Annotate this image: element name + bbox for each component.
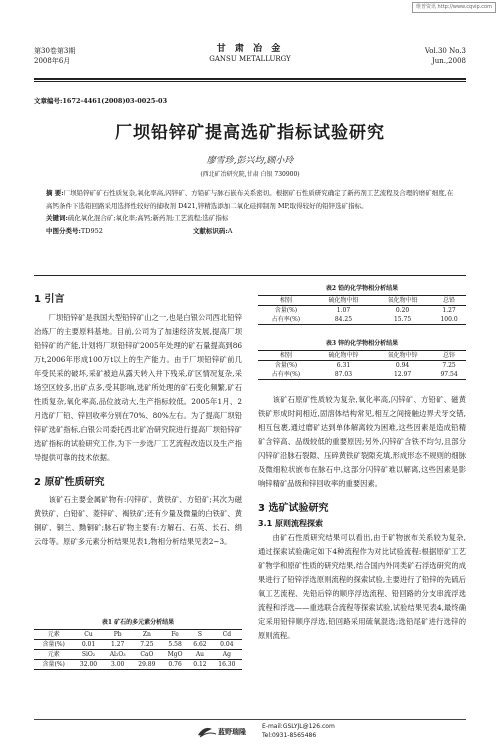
table-cell: Pb [104,630,132,640]
table-cell: 100.0 [432,315,466,325]
table-cell: SiO₂ [81,651,96,658]
table-cell: Cd [212,630,242,640]
section-3-title: 3 选矿试验研究 [258,503,329,514]
keywords-label: 关键词: [46,214,68,222]
table-2-grid [258,295,466,325]
table-cell: 含量(%) [42,641,65,648]
table-3-caption: 表3 锌的化学物相分析结果 [325,340,399,347]
table-cell: 元素 [47,651,60,658]
table-1-grid [34,629,242,670]
table-cell: S [188,630,212,640]
contact-tel: Tel:0931-8565486 [262,732,317,739]
table-cell: Fe [162,630,188,640]
table-header-cell: 总铅 [432,296,466,306]
table-cell: 含量(%) [274,362,298,369]
table-cell: 0.94 [395,362,410,369]
issue-date-en: Jun.,2008 [431,57,466,65]
table-header-cell: 硫化物中铅 [314,296,373,306]
volume-issue-en: Vol.30 No.3 [424,47,466,55]
logo-icon [196,723,256,739]
section-3-1-title: 3.1 原则流程探索 [258,519,323,528]
table-header-cell: 相别 [258,296,314,306]
table-cell: Al₂O₃ [109,651,126,658]
table-header-cell: 相别 [258,351,314,361]
table-cell: 1.27 [111,641,125,648]
table-3-grid [258,350,466,380]
volume-issue: 第30卷第3期 [34,47,76,55]
table-cell: 0.01 [81,641,96,648]
contact-email: E-mail:GSLYJL@126.com [262,723,335,730]
section-3-1-paragraph: 由矿石性质研究结果可以看出,由于矿物嵌布关系较为复杂,通过探索试验确定如下4种流程作为对比试验流程:根据原矿工艺矿物学和原矿性质的研究结果,结合国内外同类矿石浮选研究的成果进行了铅锌浮选原则流程的探索试验,主要进行了铅锌的先硫后氧工艺流程、先铅后锌的顺序浮选流程、铅回路的分支串流浮选流程和浮选——重选联合流程等探索试验,试验结果见表4,最终确定采用铅锌顺序浮选,铅回路采用硫氧混选;选铅尾矿进行选锌的原则流程。 [258,533,466,640]
table-cell: Zn [132,630,162,640]
journal-volume-en [425,46,466,66]
table-cell: Au [195,651,205,658]
table-cell: 97.54 [432,370,466,380]
table-header-cell: 硫化物中锌 [314,351,373,361]
abstract-block [46,187,456,237]
table-cell: MgO [167,651,183,658]
left-column [34,286,242,549]
table-cell: 5.58 [168,641,182,648]
doc-code-label: 文献标识码: [192,226,228,235]
table-cell: 元素 [34,630,73,640]
table-cell: 1.07 [336,307,351,314]
table-cell: 29.89 [132,660,162,670]
paper-title: 厂坝铅锌矿提高选矿指标试验研究 [115,123,385,143]
table-cell: Cu [73,630,103,640]
affiliation: (西北矿冶研究院,甘肃 白银 730900) [200,171,300,178]
issue-date: 2008年6月 [34,57,71,65]
table-cell: 0.04 [220,641,234,648]
journal-name-cn: 甘 肃 冶 金 [216,44,284,54]
table-cell: 含量(%) [34,660,73,670]
table-cell: 16.30 [212,660,242,670]
mineralogy-paragraph: 该矿石原矿性质较为复杂,氧化率高,闪锌矿、方铅矿、磁黄铁矿形成时间相近,固溶体结构常见,相互之间接触边界犬牙交错,相互包裹,通过磨矿达到单体解离较为困难,这些因素是造成铅精矿含锌高、品级较低的重要原因;另外,闪锌矿含铁不均匀,且部分闪锌矿沿脉石裂隙、压碎黄铁矿裂隙充填,形成形态不规则的细脉及微细粒状嵌布在脉石中,这部分闪锌矿难以解离,这些因素是影响锌精矿品级和锌回收率的重要因素。 [258,395,466,488]
table-cell: 0.12 [188,660,212,670]
table-cell: 3.00 [104,660,132,670]
keywords-text: 硫化氧化混合矿;氧化率;高钙;新药剂;工艺流程;选矿指标 [67,214,229,222]
abstract-label: 摘 要: [46,189,64,197]
table-3 [258,338,466,380]
section-1-title: 1 引言 [34,294,65,305]
table-cell: 0.76 [162,660,188,670]
keywords [46,212,456,225]
logo-text: 蓝野瑞隆 [218,728,246,736]
table-2-caption: 表2 铅的化学物相分析结果 [325,285,399,292]
table-cell: 占有率(%) [258,370,314,380]
section-2-paragraph: 该矿石主要金属矿物有:闪锌矿、黄铁矿、方铅矿;其次为磁黄铁矿、白铅矿、菱锌矿、褐铁矿;还有少量及微量的白铁矿、黄铜矿、铜兰、黝铜矿;脉石矿物主要有:方解石、石英、长石、绢云母等。原矿多元素分析结果见表1,物相分析结果见表2~3。 [34,495,242,546]
authors: 廖雪珍,彭兴均,顾小玲 [206,156,294,166]
classification [46,225,456,238]
abstract-text: 厂坝铅锌矿矿石性质复杂,氧化率高,闪锌矿、方铅矿与脉石嵌布关系密切。根据矿石性质研究确定了新药剂工艺流程及合理的磨矿细度,在高钙条件下选铅回路采用选择性较好的捕收剂 D421,锌精选添加二氧化硅抑制剂 MP,取得较好的铅锌选矿指标。 [46,189,454,210]
table-cell: Ag [222,651,231,658]
table-1-caption: 表1 矿石的多元素分析结果 [101,619,175,626]
doc-code-value: A [227,226,233,235]
journal-name-en: GANSU METALLURGY [209,55,291,63]
table-1 [34,617,242,670]
table-cell: 6.31 [336,362,351,369]
table-cell: 12.97 [373,370,432,380]
table-cell: 含量(%) [274,307,298,314]
header-rule [34,78,466,80]
table-cell: 87.03 [314,370,373,380]
source-stamp: 维普资讯 http://www.cqvip.com [412,2,496,13]
table-cell: 84.25 [314,315,373,325]
table-2 [258,283,466,325]
table-cell: 7.25 [442,362,456,369]
cls-value: TD952 [80,226,103,235]
publisher-contact [262,722,335,740]
table-cell: 7.25 [140,641,154,648]
section-1-paragraph: 厂坝铅锌矿是我国大型铅锌矿山之一,也是白银公司西北铅锌冶炼厂的主要原料基地。目前,公司为了加速经济发展,提高厂坝铅锌矿的产能,计划将厂坝铅锌矿2005年处理的矿石量提高到86万t,2006年形成100万t以上的生产能力。由于厂坝铅锌矿前几年受民采的破坏,采矿被迫从露天转入井下残采,矿区情况复杂,采场空区较多,出矿点多,受其影响,选矿所处理的矿石变化频繁,矿石性质复杂,氧化率高,品位波动大,生产指标较低。2005年1月、2月选矿厂铅、锌回收率分别在70%、80%左右。为了提高厂坝铅锌矿选矿指标,白银公司委托西北矿冶研究院进行提高厂坝铅锌矿选矿指标的试验研究工作,为下一步选厂工艺流程改造以及生产指导提供可靠的技术依据。 [34,313,242,462]
table-cell: 占有率(%) [258,315,314,325]
publisher-logo [196,723,256,739]
section-2-title: 2 原矿性质研究 [34,477,105,488]
cls-label: 中图分类号: [46,226,81,235]
table-cell: 15.75 [373,315,432,325]
table-cell: 32.00 [73,660,103,670]
table-cell: 0.20 [395,307,410,314]
article-number: 文章编号:1672-4461(2008)03-0025-03 [34,97,168,105]
right-column [258,393,466,643]
table-header-cell: 氧化物中锌 [373,351,432,361]
table-cell: 6.62 [193,641,207,648]
table-header-cell: 总锌 [432,351,466,361]
table-header-cell: 氧化物中铅 [373,296,432,306]
abstract [46,187,456,212]
header-rule-thin [34,81,466,82]
table-cell: 1.27 [442,307,456,314]
footer-rule [34,719,466,720]
section-rule [34,275,466,276]
table-cell: CaO [140,651,154,658]
